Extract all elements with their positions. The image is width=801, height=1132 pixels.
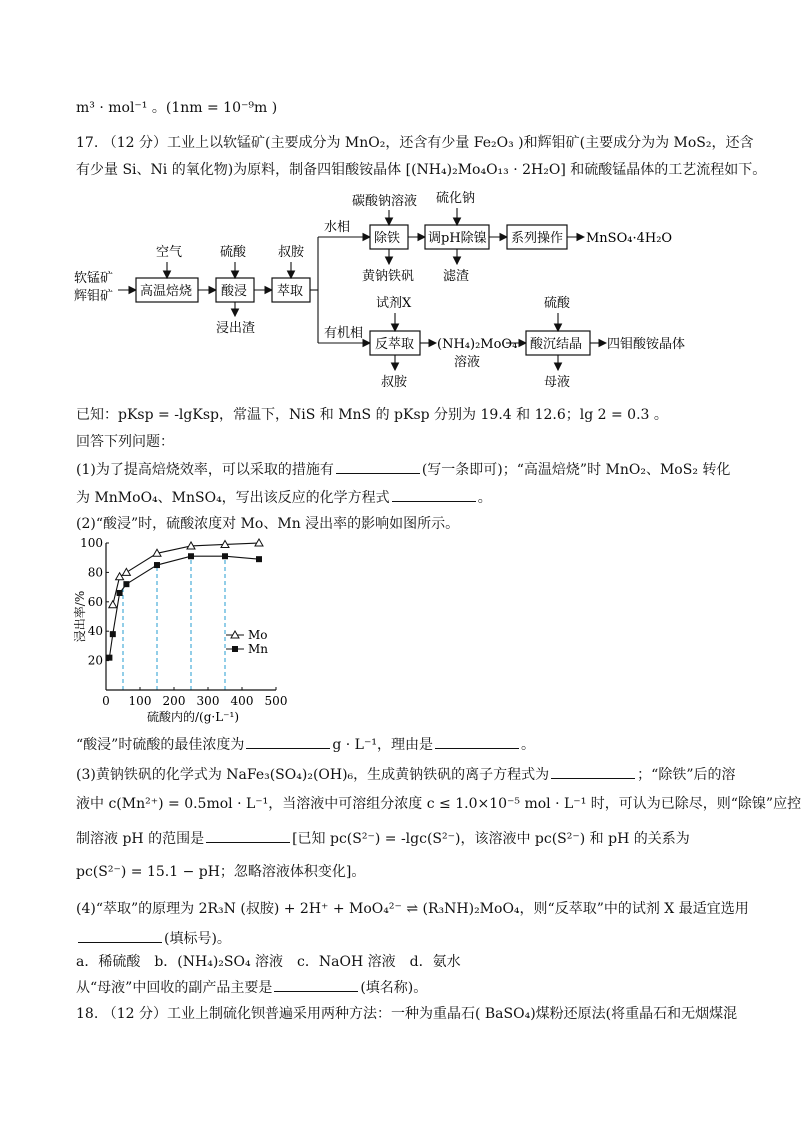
- solution-label: 溶液: [454, 355, 481, 370]
- jarosite-label: 黄钠铁矾: [362, 269, 415, 284]
- q1-blank-measure[interactable]: [336, 459, 420, 474]
- x-axis-title: 硫酸内的/(g·L⁻¹): [146, 710, 240, 724]
- legend-label-mn: Mn: [248, 642, 269, 656]
- q1-line1: (1)为了提高焙烧效率，可以采取的措施有 (写一条即可)；“高温焙烧”时 MnO₂、MoS₂ 转化: [76, 459, 730, 480]
- q4-blank-option[interactable]: [78, 928, 162, 943]
- q3-line3: 制溶液 pH 的范围是 [已知 pc(S²⁻) = -lgc(S²⁻)，该溶液中 pc(S²⁻) 和 pH 的关系为: [76, 828, 690, 849]
- series-ops-label: 系列操作: [511, 231, 564, 246]
- y-tick-label-2: 60: [87, 594, 103, 609]
- raw-molybdenite: 辉钼矿: [74, 289, 114, 304]
- ammonium-tetramolybdate-formula: [(NH₄)₂Mo₄O₁₃ · 2H₂O]: [405, 162, 566, 178]
- series-line-mn: [109, 556, 259, 657]
- point-mn-2: [117, 590, 123, 596]
- organic-phase-label: 有机相: [324, 326, 364, 341]
- amine-recovered-label: 叔胺: [381, 375, 408, 390]
- roast-label: 高温焙烧: [140, 284, 193, 299]
- x-tick-label-0: 0: [102, 694, 110, 708]
- x-tick-label-5: 500: [264, 694, 288, 708]
- raw-pyrolusite: 软锰矿: [74, 271, 114, 286]
- point-mn-1: [110, 631, 116, 637]
- q18-line: 18. （12 分）工业上制硫化钡普遍采用两种方法：一种为重晶石( BaSO₄)煤粉还原法(将重晶石和无烟煤混: [76, 1006, 738, 1022]
- filter-residue-label: 滤渣: [443, 269, 470, 284]
- point-mo-2: [122, 568, 130, 575]
- acid-crystal-label: 酸沉结晶: [530, 337, 583, 352]
- mother-liquor-label: 母液: [544, 375, 571, 390]
- answer-prompt: 回答下列问题：: [76, 434, 174, 450]
- sodium-sulfide-label: 硫化钠: [436, 191, 476, 206]
- extract-label: 萃取: [277, 284, 304, 299]
- sodium-carbonate-label: 碳酸钠溶液: [352, 194, 418, 209]
- q4-line3: 从“母液”中回收的副产品主要是 (填名称)。: [76, 977, 427, 998]
- known-conditions: 已知：pKsp = -lgKsp，常温下，NiS 和 MnS 的 pKsp 分别为 19.4 和 12.6；lg 2 = 0.3 。: [76, 407, 668, 423]
- x-tick-label-2: 200: [162, 694, 186, 708]
- q2-blank-concentration[interactable]: [246, 734, 330, 749]
- q17-intro-line2: 有少量 Si、Ni 的氧化物)为原料，制备四钼酸铵晶体 [(NH₄)₂Mo₄O₁₃ · 2H₂O] 和硫酸锰晶体的工艺流程如下。: [76, 162, 767, 178]
- leach-rate-chart: [73, 535, 306, 725]
- denickel-label: 调pH除镍: [428, 231, 487, 246]
- ammonium-molybdate-label: (NH₄)₂MoO₄: [437, 337, 518, 352]
- point-mn-7: [256, 556, 262, 562]
- q3-blank-ionic-eq[interactable]: [551, 764, 635, 779]
- q1-blank-equation[interactable]: [392, 487, 476, 502]
- q1-line2: 为 MnMoO₄、MnSO₄，写出该反应的化学方程式 。: [76, 487, 492, 508]
- x-tick-label-3: 300: [196, 694, 220, 708]
- x-tick-label-4: 400: [230, 694, 254, 708]
- aqueous-phase-label: 水相: [324, 220, 351, 235]
- q2-question: “酸浸”时硫酸的最佳浓度为 g · L⁻¹，理由是 。: [76, 734, 535, 755]
- units-line: m³ · mol⁻¹ 。(1nm = 10⁻⁹m ): [76, 100, 278, 116]
- point-mn-4: [154, 562, 160, 568]
- back-extract-label: 反萃取: [375, 337, 415, 352]
- q4-line2: (填标号)。: [76, 928, 231, 949]
- point-mo-6: [255, 539, 263, 546]
- leach-label: 酸浸: [221, 284, 248, 299]
- process-flowchart: [70, 186, 720, 396]
- q4-line1: (4)“萃取”的原理为 2R₃N (叔胺) + 2H⁺ + MoO₄²⁻ ⇌ (R₃NH)₂MoO₄，则“反萃取”中的试剂 X 最适宜选用: [76, 901, 749, 917]
- q4-options: a．稀硫酸 b．(NH₄)₂SO₄ 溶液 c．NaOH 溶液 d．氨水: [76, 954, 461, 970]
- point-mn-3: [123, 581, 129, 587]
- q3-line1: (3)黄钠铁矾的化学式为 NaFe₃(SO₄)₂(OH)₆，生成黄钠铁矾的离子方程式为 ；“除铁”后的溶: [76, 764, 736, 785]
- acid-label: 硫酸: [220, 245, 247, 260]
- point-mo-0: [109, 601, 117, 608]
- y-tick-label-1: 40: [87, 624, 103, 639]
- point-mn-0: [106, 655, 112, 661]
- residue-label: 浸出渣: [216, 321, 256, 336]
- q4-blank-byproduct[interactable]: [274, 977, 358, 992]
- mnso4-product: MnSO₄·4H₂O: [586, 231, 673, 246]
- point-mn-6: [222, 553, 228, 559]
- y-axis-title: 浸出率/%: [73, 590, 87, 643]
- q2-blank-reason[interactable]: [435, 734, 519, 749]
- point-mo-1: [116, 573, 124, 580]
- series-line-mo: [113, 543, 259, 605]
- point-mn-5: [188, 553, 194, 559]
- acid2-label: 硫酸: [544, 296, 571, 311]
- q3-line2: 液中 c(Mn²⁺) = 0.5mol · L⁻¹，当溶液中可溶组分浓度 c ≤ 1.0×10⁻⁵ mol · L⁻¹ 时，可认为已除尽，则“除镍”应控: [76, 796, 801, 812]
- y-tick-label-0: 20: [87, 653, 103, 668]
- legend-marker-mn: [232, 646, 238, 652]
- tetramolybdate-product: 四钼酸铵晶体: [607, 337, 686, 352]
- amine-label: 叔胺: [278, 245, 305, 260]
- y-tick-label-4: 100: [80, 536, 103, 550]
- y-tick-label-3: 80: [87, 565, 103, 580]
- air-label: 空气: [156, 245, 183, 260]
- deiron-label: 除铁: [374, 231, 401, 246]
- x-tick-label-1: 100: [128, 694, 152, 708]
- q17-intro-line1: 17. （12 分）工业上以软锰矿(主要成分为 MnO₂，还含有少量 Fe₂O₃ )和辉钼矿(主要成分为为 MoS₂，还含: [76, 135, 754, 151]
- q2-line: (2)“酸浸”时，硫酸浓度对 Mo、Mn 浸出率的影响如图所示。: [76, 516, 460, 532]
- reagent-x-label: 试剂X: [376, 296, 412, 311]
- legend-label-mo: Mo: [248, 628, 268, 642]
- q3-blank-ph-range[interactable]: [206, 828, 290, 843]
- q3-line4: pc(S²⁻) = 15.1 − pH；忽略溶液体积变化]。: [76, 864, 366, 880]
